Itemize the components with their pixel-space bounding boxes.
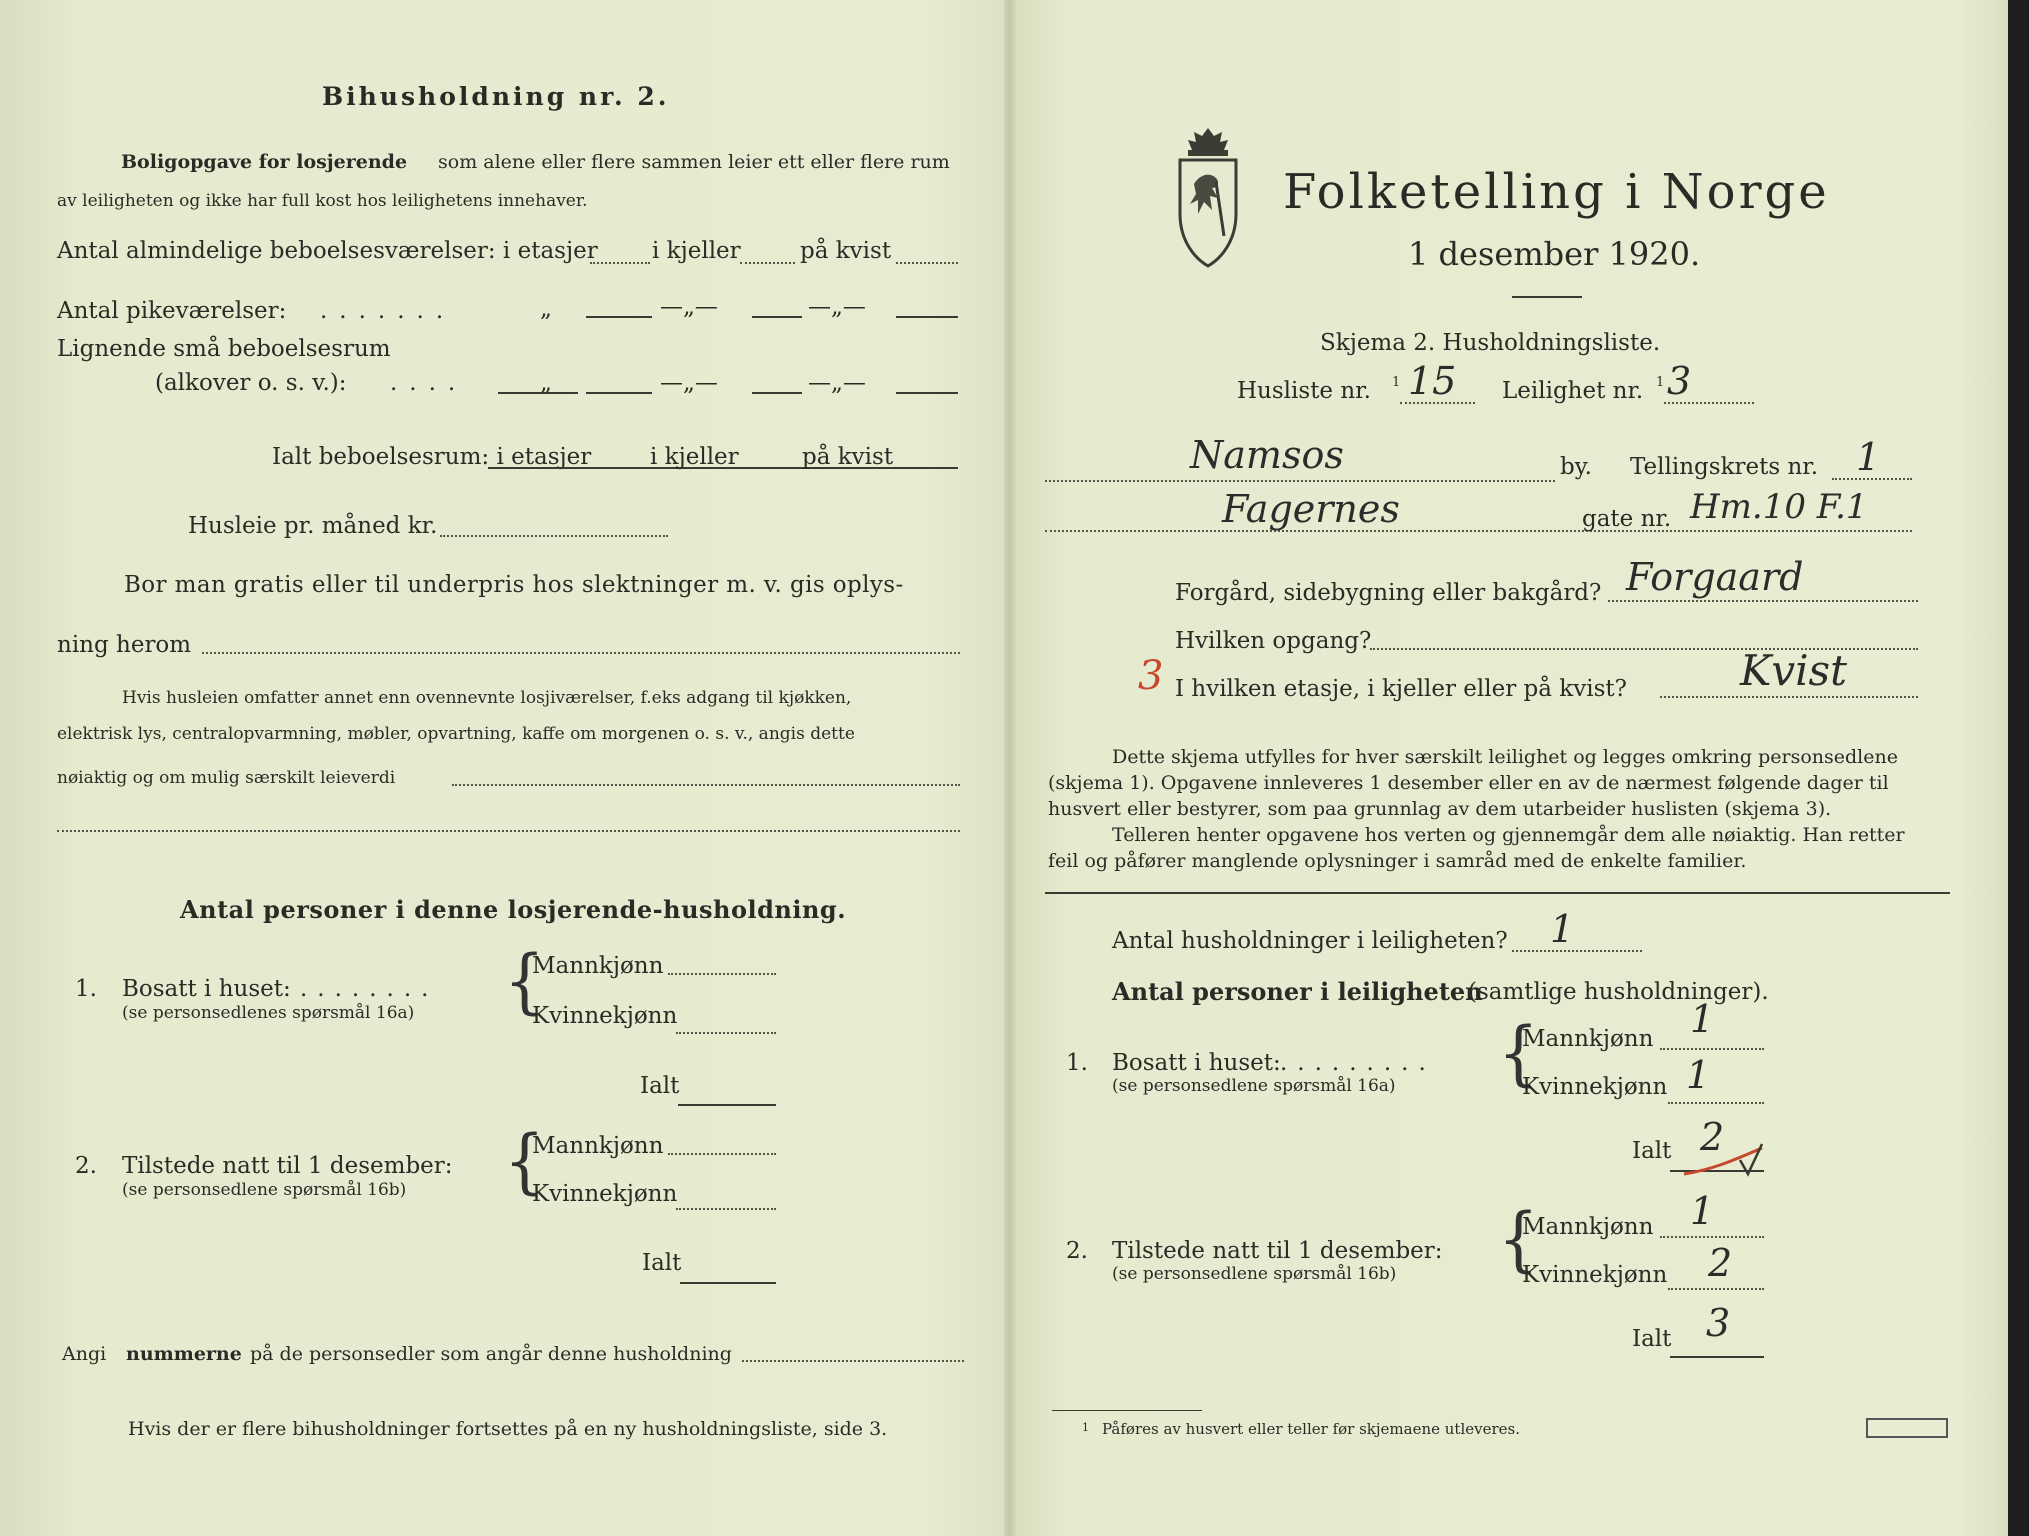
left-q2-number: 2. <box>75 1153 97 1179</box>
numbers-angi: Angi <box>62 1343 107 1365</box>
right-q1-brace: { <box>1498 1013 1539 1095</box>
alcoves-label: (alkover o. s. v.): <box>155 370 347 396</box>
right-q2-male-label: Mannkjønn <box>1522 1214 1654 1240</box>
instructions-4: Telleren henter opgavene hos verten og gjennemgår dem alle nøiaktig. Han retter <box>1112 824 1905 846</box>
maid-attic-field[interactable] <box>896 316 958 318</box>
alcove-floors-field[interactable] <box>586 392 652 394</box>
right-q2-male-field[interactable] <box>1660 1236 1764 1238</box>
left-q2-male-label: Mannkjønn <box>532 1133 664 1159</box>
town-suffix: by. <box>1560 454 1592 480</box>
alcove-blank <box>498 392 578 394</box>
courtyard-value: Forgaard <box>1626 555 1804 599</box>
house-list-value: 15 <box>1408 359 1457 403</box>
street-number-value: Hm.10 F.1 <box>1690 487 1868 527</box>
households-value: 1 <box>1550 907 1575 951</box>
right-q1-male-label: Mannkjønn <box>1522 1026 1654 1052</box>
more-households-note: Hvis der er flere bihusholdninger fortsettes på en ny husholdningsliste, side 3. <box>128 1418 888 1440</box>
form-date: 1 desember 1920. <box>1408 235 1701 273</box>
right-q2-number: 2. <box>1066 1238 1088 1264</box>
right-q2-label: Tilstede natt til 1 desember: <box>1112 1238 1443 1264</box>
left-q1-number: 1. <box>75 976 97 1002</box>
rooms-floors-field[interactable] <box>590 262 650 264</box>
footnote-mark: 1 <box>1082 1421 1089 1434</box>
free-rent-label-2: ning herom <box>57 632 192 658</box>
numbers-rest: på de personsedler som angår denne husholdning <box>250 1343 732 1365</box>
rent-label: Husleie pr. måned kr. <box>188 513 438 539</box>
right-q1-female-label: Kvinnekjønn <box>1522 1074 1668 1100</box>
rent-field[interactable] <box>440 535 668 537</box>
households-question: Antal husholdninger i leiligheten? <box>1112 928 1508 954</box>
right-q1-sub: (se personsedlene spørsmål 16a) <box>1112 1076 1396 1096</box>
alcove-attic-field[interactable] <box>896 392 958 394</box>
district-value: 1 <box>1856 435 1881 479</box>
right-q1-label: Bosatt i huset: <box>1112 1050 1281 1076</box>
alcove-cellar-field[interactable] <box>752 392 802 394</box>
left-q2-sub: (se personsedlene spørsmål 16b) <box>122 1180 407 1200</box>
left-q2-total-label: Ialt <box>642 1250 682 1276</box>
left-q1-male-field[interactable] <box>668 973 776 975</box>
rooms-attic-field[interactable] <box>896 262 958 264</box>
rent-includes-2: elektrisk lys, centralopvarmning, møbler, opvartning, kaffe om morgenen o. s. v., angis dette <box>57 724 855 744</box>
instructions-2: (skjema 1). Opgavene innleveres 1 desember eller en av de nærmest følgende dager til <box>1048 772 1889 794</box>
intro-bold: Boligopgave for losjerende <box>121 151 408 173</box>
alcove-ditto-2: —„— <box>660 370 718 396</box>
left-q1-dots: ........ <box>300 976 439 1002</box>
right-q1-male-field[interactable] <box>1660 1048 1764 1050</box>
left-q1-brace: { <box>504 941 545 1023</box>
instructions-divider <box>1045 892 1950 894</box>
alcove-ditto-3: —„— <box>808 370 866 396</box>
rent-includes-field-2[interactable] <box>57 830 960 832</box>
instructions-1: Dette skjema utfylles for hver særskilt leilighet og legges omkring personsedlene <box>1112 746 1898 768</box>
right-q2-total-value: 3 <box>1706 1301 1731 1345</box>
right-q2-total-field[interactable] <box>1670 1356 1764 1358</box>
apartment-value: 3 <box>1667 359 1692 403</box>
free-rent-field[interactable] <box>202 652 960 654</box>
footnote-text: Påføres av husvert eller teller før skjemaene utleveres. <box>1102 1420 1520 1438</box>
norway-coat-of-arms-icon <box>1172 124 1244 270</box>
left-q2-brace: { <box>504 1121 545 1203</box>
right-q2-male-value: 1 <box>1690 1189 1715 1233</box>
intro-text: som alene eller flere sammen leier ett eller flere rum <box>438 151 950 173</box>
left-q2-label: Tilstede natt til 1 desember: <box>122 1153 453 1179</box>
in-attic-label: på kvist <box>800 238 892 264</box>
left-q1-label: Bosatt i huset: <box>122 976 291 1002</box>
courtyard-field[interactable] <box>1608 600 1918 602</box>
free-rent-label: Bor man gratis eller til underpris hos slektninger m. v. gis oplys- <box>124 572 904 598</box>
street-field[interactable] <box>1045 530 1912 532</box>
total-attic-label: på kvist <box>802 444 894 470</box>
persons-heading-right: Antal personer i leiligheten <box>1112 977 1483 1006</box>
street-label: gate nr. <box>1582 506 1672 532</box>
right-q2-female-field[interactable] <box>1668 1288 1764 1290</box>
rooms-label: Antal almindelige beboelsesværelser: i etasjer <box>57 238 598 264</box>
maid-ditto-3: —„— <box>808 294 866 320</box>
maid-rooms-label: Antal pikeværelser: <box>57 298 287 324</box>
right-q1-number: 1. <box>1066 1050 1088 1076</box>
right-page <box>1010 0 2010 1536</box>
total-cellar-label: i kjeller <box>650 444 739 470</box>
scan-edge <box>2008 0 2029 1536</box>
persons-heading-right-rest: (samtlige husholdninger). <box>1468 979 1769 1005</box>
similar-rooms-label: Lignende små beboelsesrum <box>57 336 391 362</box>
alcoves-dots: .... <box>390 370 468 396</box>
house-list-label: Husliste nr. <box>1237 378 1371 404</box>
left-title: Bihusholdning nr. 2. <box>322 82 670 111</box>
town-field[interactable] <box>1045 480 1555 482</box>
instructions-3: husvert eller bestyrer, som paa grunnlag av dem utarbeider huslisten (skjema 3). <box>1048 798 1832 820</box>
left-q1-total-field[interactable] <box>678 1104 776 1106</box>
maid-ditto-1: „ <box>540 296 552 322</box>
maid-rooms-dots: ....... <box>320 298 456 324</box>
intro-text-line2: av leiligheten og ikke har full kost hos leilighetens innehaver. <box>57 191 588 211</box>
left-q1-female-label: Kvinnekjønn <box>532 1003 678 1029</box>
right-q2-sub: (se personsedlene spørsmål 16b) <box>1112 1264 1397 1284</box>
floor-question: I hvilken etasje, i kjeller eller på kvist? <box>1175 676 1627 702</box>
rent-includes-1: Hvis husleien omfatter annet enn ovennevnte losjiværelser, f.eks adgang til kjøkken, <box>122 688 852 708</box>
street-value: Fagernes <box>1222 487 1400 531</box>
page-fold <box>1004 0 1016 1536</box>
right-q2-brace: { <box>1498 1199 1539 1281</box>
right-q2-female-label: Kvinnekjønn <box>1522 1262 1668 1288</box>
left-q1-female-field[interactable] <box>676 1032 776 1034</box>
right-q1-male-value: 1 <box>1690 997 1715 1041</box>
total-rooms-label: Ialt beboelsesrum: i etasjer <box>272 444 592 470</box>
left-q2-male-field[interactable] <box>668 1153 776 1155</box>
floor-field[interactable] <box>1660 696 1918 698</box>
numbers-field[interactable] <box>742 1360 964 1362</box>
entrance-question: Hvilken opgang? <box>1175 628 1372 654</box>
right-q1-female-field[interactable] <box>1668 1102 1764 1104</box>
left-q2-female-label: Kvinnekjønn <box>532 1181 678 1207</box>
printer-stamp <box>1866 1418 1948 1438</box>
district-label: Tellingskrets nr. <box>1630 454 1819 480</box>
left-q2-female-field[interactable] <box>676 1208 776 1210</box>
right-q2-female-value: 2 <box>1708 1241 1733 1285</box>
town-value: Namsos <box>1190 433 1344 477</box>
households-field[interactable] <box>1512 950 1642 952</box>
instructions-5: feil og påfører manglende oplysninger i samråd med de enkelte familier. <box>1048 850 1747 872</box>
footnote-rule <box>1052 1410 1202 1411</box>
courtyard-question: Forgård, sidebygning eller bakgård? <box>1175 580 1602 606</box>
right-q2-total-label: Ialt <box>1632 1326 1672 1352</box>
floor-red-mark: 3 <box>1138 653 1164 699</box>
maid-floors-field[interactable] <box>586 316 652 318</box>
persons-heading-left: Antal personer i denne losjerende-husholdning. <box>180 895 847 924</box>
red-pencil-check <box>1680 1140 1770 1180</box>
in-cellar-label: i kjeller <box>652 238 741 264</box>
numbers-bold: nummerne <box>126 1343 242 1365</box>
maid-ditto-2: —„— <box>660 294 718 320</box>
rent-includes-3: nøiaktig og om mulig særskilt leieverdi <box>57 768 396 788</box>
right-q1-total-value: 2 <box>1700 1115 1725 1159</box>
rent-includes-field[interactable] <box>452 784 960 786</box>
schema-label: Skjema 2. Husholdningsliste. <box>1320 330 1661 356</box>
form-title: Folketelling i Norge <box>1283 164 1830 220</box>
left-q2-total-field[interactable] <box>680 1282 776 1284</box>
house-list-footnote-mark: 1 <box>1392 375 1401 390</box>
floor-value: Kvist <box>1740 646 1847 695</box>
left-q1-sub: (se personsedlenes spørsmål 16a) <box>122 1003 415 1023</box>
title-divider <box>1512 296 1582 298</box>
left-q1-total-label: Ialt <box>640 1073 680 1099</box>
apartment-label: Leilighet nr. <box>1502 378 1644 404</box>
alcove-ditto-1: „ <box>540 370 552 396</box>
right-q1-female-value: 1 <box>1686 1053 1711 1097</box>
right-q1-dots: ......... <box>1280 1050 1436 1076</box>
rooms-cellar-field[interactable] <box>740 262 795 264</box>
right-q1-total-label: Ialt <box>1632 1138 1672 1164</box>
maid-cellar-field[interactable] <box>752 316 802 318</box>
apartment-footnote-mark: 1 <box>1656 375 1665 390</box>
left-q1-male-label: Mannkjønn <box>532 953 664 979</box>
